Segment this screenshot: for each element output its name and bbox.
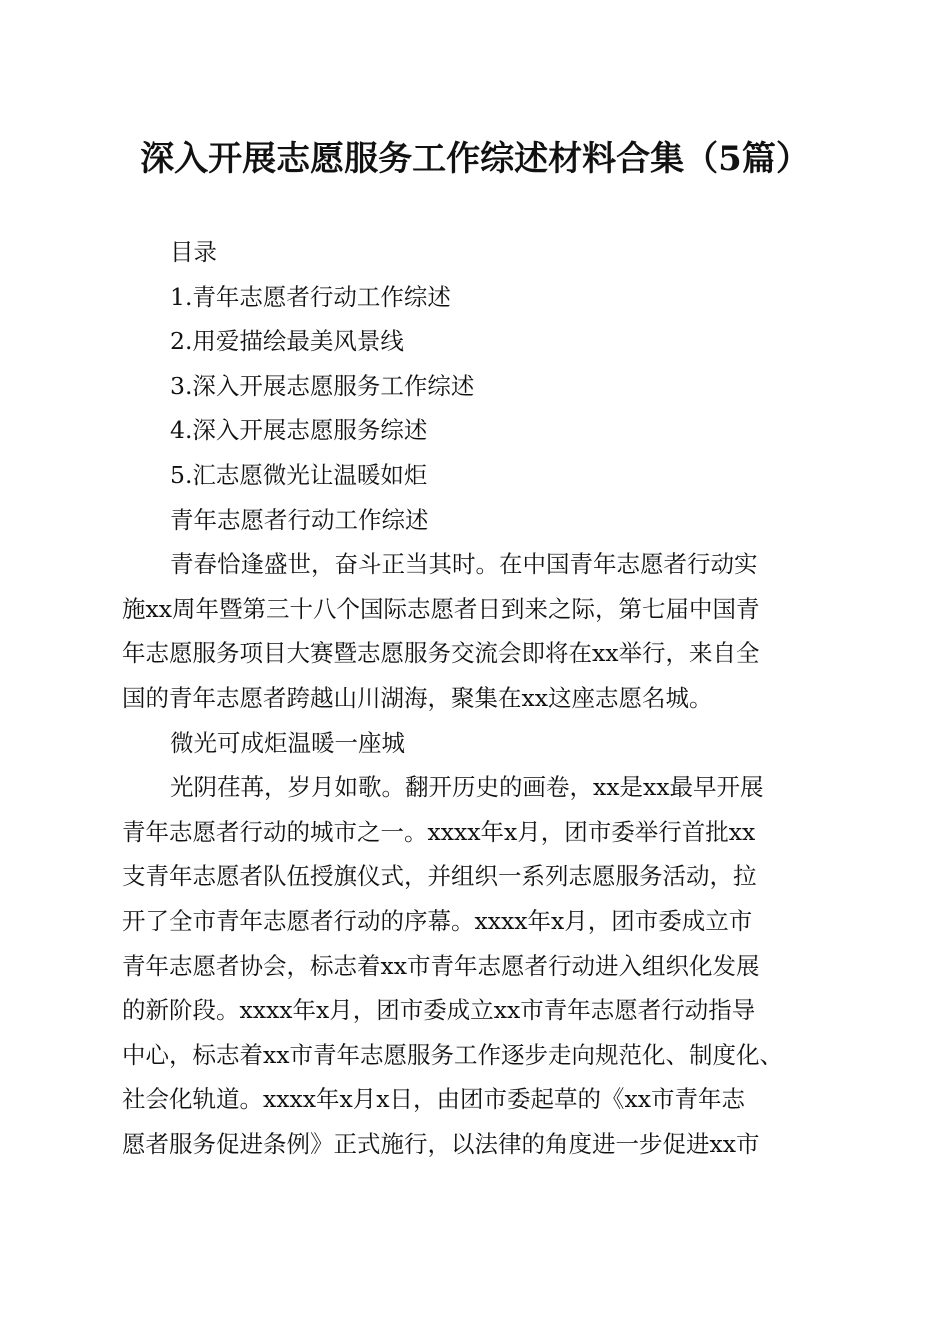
subheading: 微光可成炬温暖一座城 bbox=[170, 728, 405, 757]
toc-item-4: 4.深入开展志愿服务综述 bbox=[170, 416, 428, 445]
toc-item-2: 2.用爱描绘最美风景线 bbox=[170, 327, 404, 356]
paragraph-2-line-7: 中心，标志着xx市青年志愿服务工作逐步走向规范化、制度化、 bbox=[122, 1040, 784, 1069]
paragraph-1-line-2: 施xx周年暨第三十八个国际志愿者日到来之际，第七届中国青 bbox=[122, 594, 760, 623]
paragraph-2-line-9: 愿者服务促进条例》正式施行，以法律的角度进一步促进xx市 bbox=[122, 1129, 760, 1158]
toc-item-3: 3.深入开展志愿服务工作综述 bbox=[170, 371, 475, 400]
paragraph-2-line-6: 的新阶段。xxxx年x月，团市委成立xx市青年志愿者行动指导 bbox=[122, 996, 756, 1025]
paragraph-2-line-5: 青年志愿者协会，标志着xx市青年志愿者行动进入组织化发展 bbox=[122, 951, 760, 980]
section-title: 青年志愿者行动工作综述 bbox=[170, 505, 429, 534]
paragraph-1-line-1: 青春恰逢盛世，奋斗正当其时。在中国青年志愿者行动实 bbox=[170, 550, 758, 579]
paragraph-2-line-2: 青年志愿者行动的城市之一。xxxx年x月，团市委举行首批xx bbox=[122, 817, 756, 846]
paragraph-2-line-1: 光阴荏苒，岁月如歌。翻开历史的画卷，xx是xx最早开展 bbox=[170, 773, 764, 802]
document-title: 深入开展志愿服务工作综述材料合集（5篇） bbox=[140, 139, 810, 179]
paragraph-1-line-3: 年志愿服务项目大赛暨志愿服务交流会即将在xx举行，来自全 bbox=[122, 639, 760, 668]
paragraph-1-line-4: 国的青年志愿者跨越山川湖海，聚集在xx这座志愿名城。 bbox=[122, 683, 713, 712]
document-body bbox=[122, 230, 838, 1166]
toc-item-5: 5.汇志愿微光让温暖如炬 bbox=[170, 460, 428, 489]
toc-heading: 目录 bbox=[170, 238, 217, 266]
paragraph-2-line-8: 社会化轨道。xxxx年x月x日，由团市委起草的《xx市青年志 bbox=[122, 1085, 746, 1114]
paragraph-2-line-4: 开了全市青年志愿者行动的序幕。xxxx年x月，团市委成立市 bbox=[122, 906, 753, 935]
toc-item-1: 1.青年志愿者行动工作综述 bbox=[170, 282, 451, 311]
paragraph-2-line-3: 支青年志愿者队伍授旗仪式，并组织一系列志愿服务活动，拉 bbox=[122, 862, 757, 891]
